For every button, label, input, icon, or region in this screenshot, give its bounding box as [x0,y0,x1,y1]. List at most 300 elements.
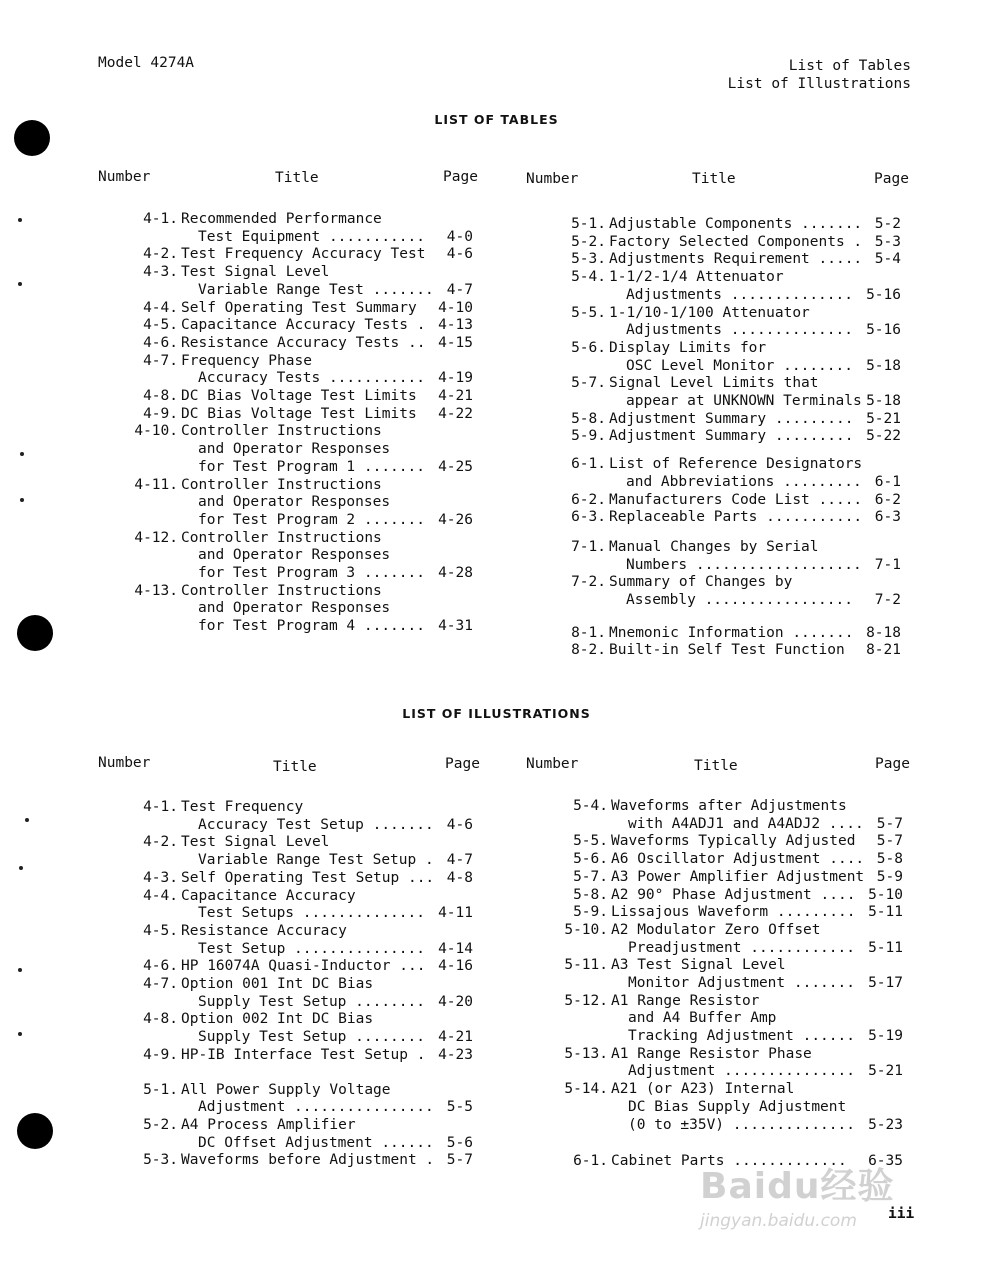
entry-line [128,423,473,441]
entry-title: Built-in Self Test Function [609,642,845,659]
entry-line [128,512,473,530]
entry-line [556,216,901,234]
entry-page: 4-7 [446,852,473,869]
list-entry [128,923,473,958]
list-entry [128,870,473,888]
list-entry [556,340,901,375]
list-entry [558,904,903,922]
entry-title: Accuracy Test Setup ....... [198,816,434,833]
entry-title: Supply Test Setup ........ [198,993,425,1010]
entry-title: DC Offset Adjustment ...... [198,1134,434,1151]
entry-title: 1-1/10-1/100 Attenuator [609,304,810,321]
list-entry [556,375,901,410]
list-entry [128,530,473,583]
entry-line [128,870,473,888]
watermark-brand: Baidu经验 [700,1166,895,1207]
list-entry [558,1046,903,1081]
entry-title: (0 to ±35V) .............. [628,1116,855,1133]
entry-page: 8-18 [866,624,901,641]
list-entry [558,1081,903,1134]
entry-line [128,264,473,282]
entry-page: 4-13 [438,317,473,334]
speck [20,498,24,502]
entry-number: 8-1. [571,624,606,641]
entry-number: 5-6. [571,339,606,356]
entry-page: 4-15 [438,334,473,351]
entry-line [558,1028,903,1046]
entry-page: 5-7 [876,815,903,832]
entry-page: 6-2 [874,491,901,508]
entry-number: 5-2. [571,233,606,250]
entry-line [128,1011,473,1029]
entry-number: 5-1. [143,1081,178,1098]
entry-title: Numbers ................... [626,556,862,573]
col-number-header: Number [98,755,151,771]
entry-title: and Operator Responses [198,441,391,458]
entry-number: 5-3. [571,251,606,268]
entry-title: Adjustments Requirement ..... [609,251,863,268]
entry-title: Recommended Performance [181,211,382,227]
list-of-illustrations-title: LIST OF ILLUSTRATIONS [402,706,591,721]
entry-line [558,1081,903,1099]
entry-title: Controller Instructions [181,423,382,440]
entry-line [556,557,901,575]
entry-number: 4-12. [134,529,178,546]
entry-line [128,1099,473,1117]
entry-number: 5-9. [573,904,608,921]
entry-title: Test Equipment ........... [198,228,425,245]
entry-line [128,459,473,477]
entry-page: 5-16 [866,286,901,303]
entry-page: 5-6 [446,1134,473,1151]
col-title-header: Title [275,170,319,186]
entry-line [128,994,473,1012]
entry-page: 5-21 [868,1063,903,1080]
entry-title: and A4 Buffer Amp [628,1010,777,1027]
entry-title: Assembly ................. [626,591,853,608]
entry-title: DC Bias Voltage Test Limits [181,405,417,422]
entry-line [128,600,473,618]
list-entry [128,246,473,264]
entry-number: 4-3. [143,264,178,281]
col-page-header: Page [443,169,478,185]
col-number-header: Number [526,171,579,187]
list-entry [556,642,901,660]
entry-title: and Abbreviations ......... [626,473,862,490]
entry-title: A1 Range Resistor Phase [611,1045,812,1062]
entry-title: Option 002 Int DC Bias [181,1011,374,1028]
entry-page: 4-22 [438,405,473,422]
list-entry [556,411,901,429]
list-entry [128,799,473,834]
entry-number: 5-8. [573,886,608,903]
entry-title: and Operator Responses [198,494,391,511]
entry-number: 5-7. [573,868,608,885]
entry-title: for Test Program 2 ....... [198,511,425,528]
entry-line [128,353,473,371]
list-entry [128,958,473,976]
list-entry [558,922,903,957]
binder-hole-3 [17,1113,53,1149]
entry-title: Adjustment Summary ......... [609,410,854,427]
model-label: Model 4274A [98,55,195,71]
list-entry [128,1047,473,1065]
entry-title: A6 Oscillator Adjustment .... [611,851,865,868]
entry-number: 5-8. [571,410,606,427]
entry-title: Tracking Adjustment ...... [628,1028,855,1045]
entry-line [128,1152,473,1170]
entry-page: 5-8 [876,851,903,868]
entry-page: 7-1 [874,556,901,573]
entry-page: 4-10 [438,299,473,316]
entry-title: appear at UNKNOWN Terminals [626,392,862,409]
entry-title: Signal Level Limits that [609,375,819,392]
entry-line [556,411,901,429]
entry-title: DC Bias Voltage Test Limits [181,388,417,404]
entry-number: 4-4. [143,299,178,316]
entry-number: 7-2. [571,574,606,591]
entry-title: Adjustment ............... [628,1063,855,1080]
list-entry [128,423,473,476]
list-entry [558,833,903,851]
entry-line [128,834,473,852]
entry-title: Adjustable Components ....... [609,216,863,232]
entry-number: 4-8. [143,1011,178,1028]
binder-hole-2 [17,615,53,651]
entry-number: 5-2. [143,1116,178,1133]
entry-title: Self Operating Test Setup ... [181,869,435,886]
entry-line [558,1046,903,1064]
entry-number: 5-1. [571,216,606,232]
entry-page: 4-26 [438,511,473,528]
entry-line [556,456,901,474]
entry-number: 4-8. [143,388,178,404]
list-entry [128,388,473,406]
entry-title: Replaceable Parts ........... [609,509,863,526]
entry-line [128,958,473,976]
entry-title: A2 90° Phase Adjustment .... [611,886,856,903]
list-entry [128,1117,473,1152]
entry-line [128,370,473,388]
col-page-header: Page [874,171,909,187]
col-title-header: Title [694,758,738,774]
entry-line [128,406,473,424]
entry-title: Frequency Phase [181,352,312,369]
entry-number: 4-2. [143,834,178,851]
entry-page: 4-16 [438,958,473,975]
list-entry [556,492,901,510]
entry-line [556,269,901,287]
entry-title: Test Signal Level [181,264,330,281]
entry-line [556,287,901,305]
entry-line [128,1047,473,1065]
entry-number: 7-1. [571,538,606,555]
list-entry [556,234,901,252]
entry-page: 5-19 [868,1028,903,1045]
list-entry [128,264,473,299]
entry-line [558,993,903,1011]
entry-title: A3 Test Signal Level [611,957,786,974]
entry-title: Lissajous Waveform ......... [611,904,856,921]
entry-title: Factory Selected Components . [609,233,863,250]
speck [18,282,22,286]
list-entry [128,1011,473,1046]
entry-line [558,940,903,958]
entry-title: A21 (or A23) Internal [611,1081,795,1098]
speck [18,218,22,222]
list-entry [128,477,473,530]
entry-title: and Operator Responses [198,600,391,617]
entry-number: 4-9. [143,405,178,422]
col-number-header: Number [98,169,151,185]
entry-number: 4-1. [143,799,178,815]
entry-title: Resistance Accuracy [181,922,347,939]
entry-title: A1 Range Resistor [611,992,760,1009]
list-entry [128,1152,473,1170]
list-entry [558,887,903,905]
entry-line [556,340,901,358]
entry-title: Test Signal Level [181,834,330,851]
entry-page: 4-28 [438,564,473,581]
entry-page: 7-2 [874,591,901,608]
entry-number: 8-2. [571,642,606,659]
entry-line [128,246,473,264]
entry-number: 4-5. [143,317,178,334]
entry-line [128,583,473,601]
entry-page: 5-3 [874,233,901,250]
entry-title: Adjustment ................ [198,1099,434,1116]
entry-page: 4-7 [446,281,473,298]
entry-page: 5-2 [874,216,901,232]
entry-line [128,335,473,353]
entry-number: 5-13. [564,1045,608,1062]
entry-title: Option 001 Int DC Bias [181,976,374,992]
list-entry [556,509,901,527]
header-right [728,57,911,93]
header-right-line1: List of Tables [788,58,911,74]
entry-line [128,477,473,495]
entry-page: 5-23 [868,1116,903,1133]
entry-line [556,474,901,492]
entry-line [558,904,903,922]
entry-line [128,888,473,906]
entry-title: Resistance Accuracy Tests .. [181,334,426,351]
entry-number: 4-10. [134,423,178,440]
entry-number: 5-12. [564,992,608,1009]
list-entry [128,888,473,923]
entry-number: 4-4. [143,887,178,904]
entry-title: Manual Changes by Serial [609,538,819,555]
entry-page: 4-6 [446,816,473,833]
entry-title: for Test Program 3 ....... [198,564,425,581]
entry-line [558,957,903,975]
entry-line [556,234,901,252]
list-entry [558,993,903,1046]
list-entry [556,428,901,446]
list-entry [128,317,473,335]
entry-number: 5-5. [571,304,606,321]
entry-line [558,798,903,816]
entry-page: 5-18 [866,357,901,374]
entry-line [128,618,473,636]
entry-page: 8-21 [866,642,901,659]
entry-line [128,941,473,959]
list-entry [558,851,903,869]
entry-line [558,922,903,940]
entry-number: 5-5. [573,833,608,850]
entry-title: Variable Range Test ....... [198,281,434,298]
entry-line [558,887,903,905]
entry-number: 4-13. [134,582,178,599]
entry-line [556,509,901,527]
list-entry [556,251,901,269]
entry-line [128,388,473,406]
entry-line [558,851,903,869]
entry-page: 4-31 [438,618,473,635]
entry-title: A3 Power Amplifier Adjustment [611,868,865,885]
list-entry [128,335,473,353]
entry-page: 4-14 [438,940,473,957]
list-entry [556,539,901,574]
entry-line [556,251,901,269]
entry-line [556,428,901,446]
entry-page: 5-11 [868,939,903,956]
entry-number: 4-3. [143,869,178,886]
entry-title: Preadjustment ............ [628,939,855,956]
list-entry [558,957,903,992]
entry-title: Accuracy Tests ........... [198,370,425,387]
speck [18,968,22,972]
entry-number: 5-7. [571,375,606,392]
entry-page: 4-8 [446,869,473,886]
entry-number: 5-6. [573,851,608,868]
entry-title: Test Setups .............. [198,905,425,922]
entry-title: Variable Range Test Setup . [198,852,434,869]
entry-line [128,799,473,817]
entry-line [128,852,473,870]
entry-line [558,833,903,851]
entry-title: Cabinet Parts ............. [611,1153,847,1170]
entry-title: with A4ADJ1 and A4ADJ2 .... [628,815,864,832]
entry-title: Controller Instructions [181,582,382,599]
entry-line [558,1063,903,1081]
entry-line [128,1029,473,1047]
entry-page: 4-21 [438,388,473,404]
list-entry [556,216,901,234]
entry-title: OSC Level Monitor ........ [626,357,853,374]
entry-title: DC Bias Supply Adjustment [628,1098,847,1115]
entry-number: 4-6. [143,334,178,351]
entry-line [556,305,901,323]
entry-page: 4-20 [438,993,473,1010]
entry-page: 4-23 [438,1046,473,1063]
entry-title: Summary of Changes by [609,574,793,591]
list-entry [556,574,901,609]
entry-title: Controller Instructions [181,476,382,493]
entry-title: Self Operating Test Summary [181,299,417,316]
col-page-header: Page [445,756,480,772]
entry-page: 4-25 [438,458,473,475]
entry-title: Test Frequency [181,799,304,815]
entry-title: and Operator Responses [198,547,391,564]
entry-number: 6-2. [571,491,606,508]
entry-line [128,282,473,300]
entry-page: 6-3 [874,509,901,526]
entry-line [556,642,901,660]
entry-line [558,869,903,887]
entry-title: Test Setup ............... [198,940,425,957]
list-entry [128,834,473,869]
entry-title: Mnemonic Information ....... [609,624,854,641]
entry-title: Adjustment Summary ......... [609,428,854,445]
entry-line [556,393,901,411]
entry-page: 4-0 [446,228,473,245]
list-entry [128,300,473,318]
entry-number: 4-11. [134,476,178,493]
entry-title: Controller Instructions [181,529,382,546]
entry-page: 5-7 [876,833,903,850]
entry-title: Capacitance Accuracy Tests . [181,317,426,334]
entry-line [556,574,901,592]
entry-line [556,539,901,557]
entry-line [128,817,473,835]
entry-title: Adjustments .............. [626,286,853,303]
header-right-line2: List of Illustrations [727,76,911,92]
entry-number: 4-7. [143,352,178,369]
list-entry [128,211,473,246]
entry-number: 6-1. [573,1153,608,1170]
entry-title: 1-1/2-1/4 Attenuator [609,269,784,286]
entry-title: A2 Modulator Zero Offset [611,921,821,938]
entry-line [558,975,903,993]
entry-title: Capacitance Accuracy [181,887,356,904]
list-of-tables-title: LIST OF TABLES [434,112,559,127]
list-entry [556,456,901,491]
watermark-url: jingyan.baidu.com [700,1211,857,1231]
entry-title: All Power Supply Voltage [181,1081,391,1098]
entry-line [558,1117,903,1135]
list-entry [558,869,903,887]
entry-number: 5-9. [571,428,606,445]
col-number-header: Number [526,756,579,772]
entry-page: 5-16 [866,322,901,339]
entry-title: Monitor Adjustment ....... [628,974,855,991]
entry-title: Manufacturers Code List ..... [609,491,863,508]
speck [18,1032,22,1036]
page-number: iii [888,1206,915,1222]
col-page-header: Page [875,756,910,772]
entry-number: 4-2. [143,246,178,263]
entry-title: for Test Program 1 ....... [198,458,425,475]
entry-line [556,492,901,510]
entry-title: Display Limits for [609,339,767,356]
entry-title: Waveforms before Adjustment . [181,1152,435,1169]
entry-page: 4-11 [438,905,473,922]
entry-page: 5-5 [446,1099,473,1116]
entry-number: 5-10. [564,921,608,938]
entry-number: 5-14. [564,1081,608,1098]
entry-number: 5-4. [573,798,608,814]
entry-line [128,211,473,229]
entry-number: 4-9. [143,1046,178,1063]
entry-page: 5-22 [866,428,901,445]
list-entry [128,353,473,388]
entry-page: 5-17 [868,974,903,991]
list-entry [128,406,473,424]
entry-line [128,1082,473,1100]
entry-number: 4-6. [143,958,178,975]
entry-title: for Test Program 4 ....... [198,618,425,635]
